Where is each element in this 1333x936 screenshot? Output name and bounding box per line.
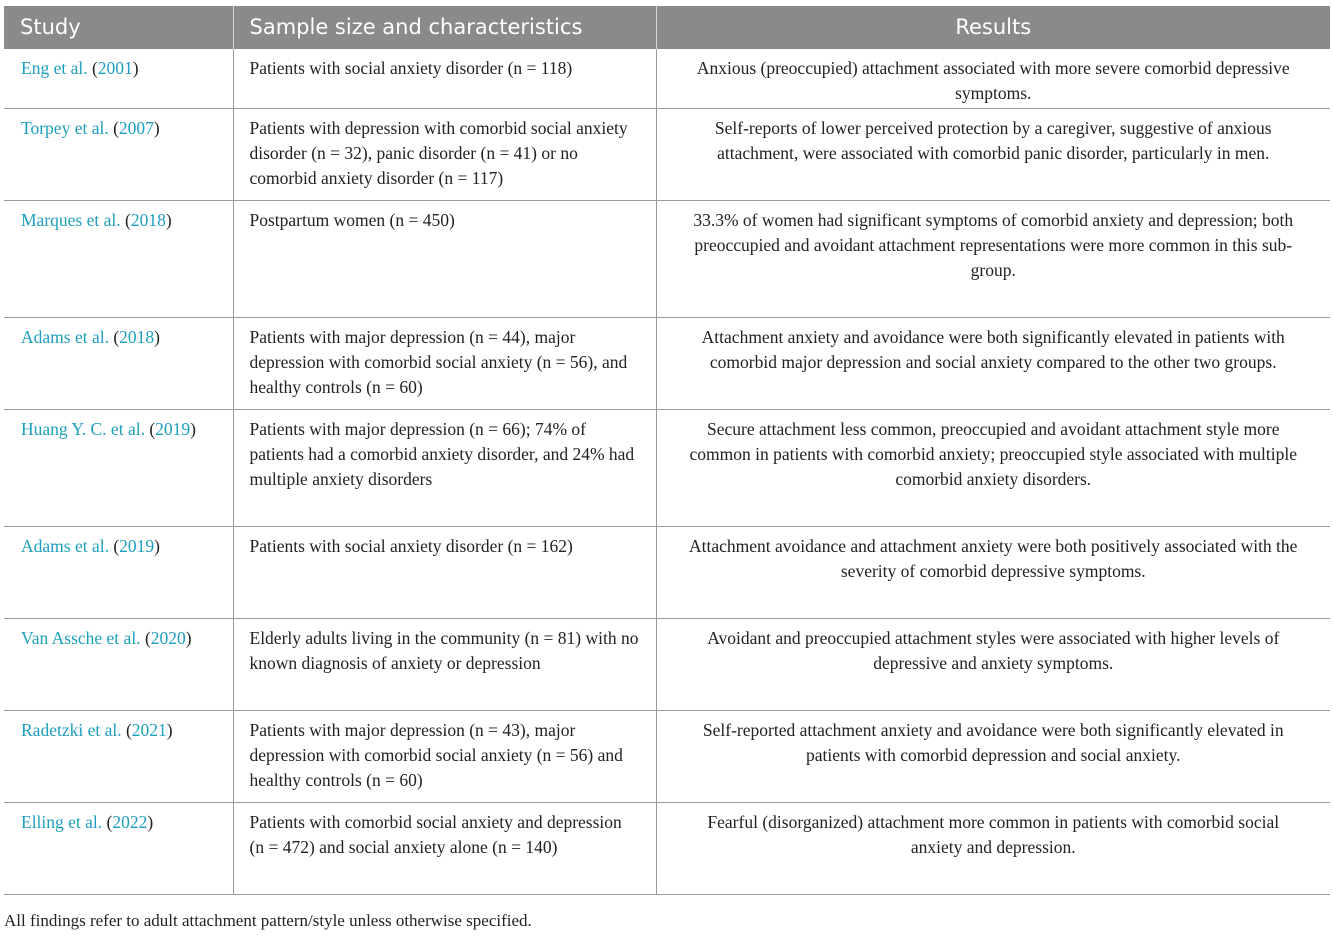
header-sample: Sample size and characteristics xyxy=(233,6,656,49)
study-cell: Elling et al. (2022) xyxy=(4,802,233,894)
study-cell: Radetzki et al. (2021) xyxy=(4,710,233,802)
year-link[interactable]: 2007 xyxy=(118,117,154,138)
result-cell: Self-reported attachment anxiety and avoidance were both significantly elevated in patients with comorbid depression and social anxiety. xyxy=(656,710,1330,802)
result-cell: Fearful (disorganized) attachment more common in patients with comorbid social anxiety and depression. xyxy=(656,802,1330,894)
table-row xyxy=(4,49,1330,108)
sample-cell: Patients with major depression (n = 66); 74% of patients had a comorbid anxiety disorder, and 24% had multiple anxiety disorders xyxy=(233,409,656,526)
table-row xyxy=(4,317,1330,409)
study-cell: Adams et al. (2019) xyxy=(4,526,233,618)
result-cell: 33.3% of women had significant symptoms of comorbid anxiety and depression; both preoccupied and avoidant attachment representations were more common in this sub-group. xyxy=(656,200,1330,317)
table-footnote: All findings refer to adult attachment pattern/style unless otherwise specified. xyxy=(4,911,532,930)
author-link[interactable]: Marques et al. xyxy=(21,209,121,230)
study-cell: Eng et al. (2001) xyxy=(4,49,233,108)
study-cell: Torpey et al. (2007) xyxy=(4,108,233,200)
sample-cell: Patients with social anxiety disorder (n = 162) xyxy=(233,526,656,618)
table-row xyxy=(4,409,1330,526)
studies-table xyxy=(4,6,1330,895)
year-link[interactable]: 2022 xyxy=(112,811,148,832)
year-link[interactable]: 2021 xyxy=(131,719,167,740)
result-cell: Self-reports of lower perceived protection by a caregiver, suggestive of anxious attachment, were associated with comorbid panic disorder, particularly in men. xyxy=(656,108,1330,200)
result-cell: Secure attachment less common, preoccupied and avoidant attachment style more common in patients with comorbid anxiety; preoccupied style associated with multiple comorbid anxiety disorders. xyxy=(656,409,1330,526)
sample-cell: Patients with major depression (n = 44), major depression with comorbid social anxiety (n = 56), and healthy controls (n = 60) xyxy=(233,317,656,409)
author-link[interactable]: Elling et al. xyxy=(21,811,103,832)
table-row xyxy=(4,618,1330,710)
author-link[interactable]: Huang Y. C. et al. xyxy=(21,418,145,439)
header-study: Study xyxy=(4,6,233,49)
study-cell: Marques et al. (2018) xyxy=(4,200,233,317)
sample-cell: Patients with depression with comorbid social anxiety disorder (n = 32), panic disorder (n = 41) or no comorbid anxiety disorder (n = 117) xyxy=(233,108,656,200)
header-results: Results xyxy=(656,6,1330,49)
author-link[interactable]: Adams et al. xyxy=(21,326,109,347)
year-link[interactable]: 2019 xyxy=(155,418,191,439)
author-link[interactable]: Adams et al. xyxy=(21,535,109,556)
table-row xyxy=(4,108,1330,200)
result-cell: Avoidant and preoccupied attachment styles were associated with higher levels of depressive and anxiety symptoms. xyxy=(656,618,1330,710)
year-link[interactable]: 2018 xyxy=(119,326,155,347)
study-cell: Van Assche et al. (2020) xyxy=(4,618,233,710)
sample-cell: Patients with major depression (n = 43), major depression with comorbid social anxiety (n = 56) and healthy controls (n = 60) xyxy=(233,710,656,802)
author-link[interactable]: Torpey et al. xyxy=(21,117,109,138)
table-header-row xyxy=(4,6,1330,49)
year-link[interactable]: 2020 xyxy=(150,627,186,648)
table-row xyxy=(4,200,1330,317)
author-link[interactable]: Van Assche et al. xyxy=(21,627,141,648)
sample-cell: Patients with social anxiety disorder (n = 118) xyxy=(233,49,656,108)
author-link[interactable]: Radetzki et al. xyxy=(21,719,122,740)
year-link[interactable]: 2001 xyxy=(97,58,133,78)
table-row xyxy=(4,710,1330,802)
year-link[interactable]: 2018 xyxy=(130,209,166,230)
result-cell: Attachment avoidance and attachment anxiety were both positively associated with the severity of comorbid depressive symptoms. xyxy=(656,526,1330,618)
result-cell: Anxious (preoccupied) attachment associated with more severe comorbid depressive symptoms. xyxy=(656,49,1330,108)
year-link[interactable]: 2019 xyxy=(119,535,155,556)
table-row xyxy=(4,802,1330,894)
sample-cell: Patients with comorbid social anxiety and depression (n = 472) and social anxiety alone (n = 140) xyxy=(233,802,656,894)
result-cell: Attachment anxiety and avoidance were both significantly elevated in patients with comorbid major depression and social anxiety compared to the other two groups. xyxy=(656,317,1330,409)
study-cell: Adams et al. (2018) xyxy=(4,317,233,409)
sample-cell: Postpartum women (n = 450) xyxy=(233,200,656,317)
sample-cell: Elderly adults living in the community (n = 81) with no known diagnosis of anxiety or depression xyxy=(233,618,656,710)
table-row xyxy=(4,526,1330,618)
author-link[interactable]: Eng et al. xyxy=(21,58,88,78)
study-cell: Huang Y. C. et al. (2019) xyxy=(4,409,233,526)
